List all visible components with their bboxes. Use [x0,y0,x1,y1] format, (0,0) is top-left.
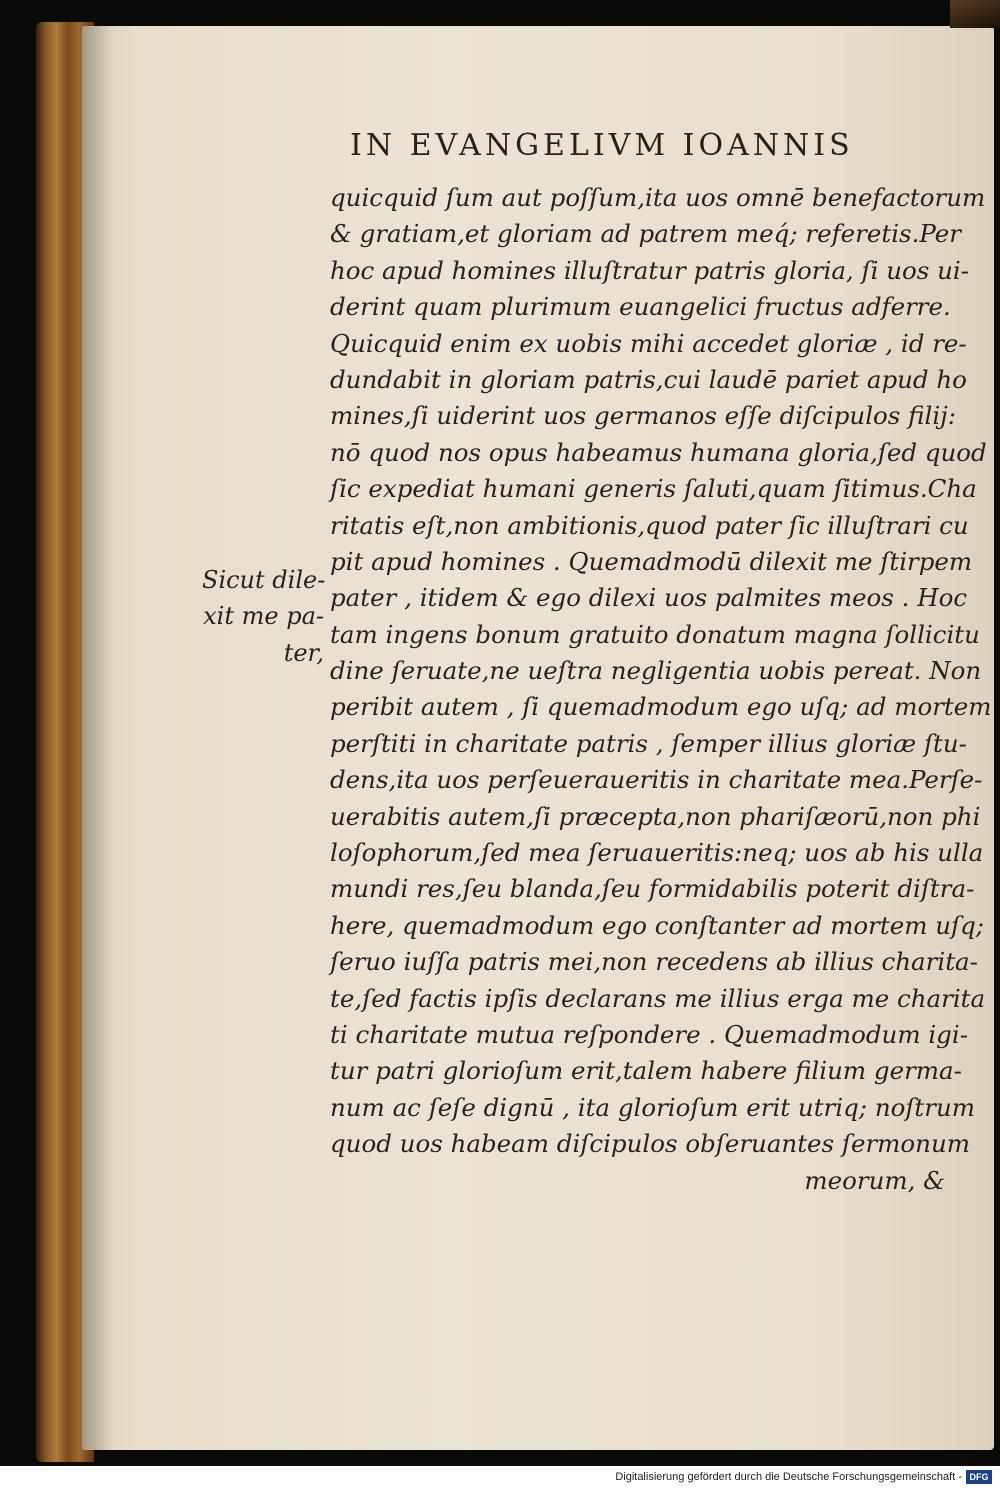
text-line: & gratiam,et gloriam ad patrem meq́; referetis.Per [330,219,962,249]
marginal-note-line: xit me pa- [203,602,324,631]
text-line: pit apud homines . Quemadmodū dilexit me ſtirpem [330,546,973,576]
text-line: quod uos habeam diſcipulos obſeruantes ſermonum [330,1129,970,1159]
text-line: pater , itidem & ego dilexi uos palmites meos . Hoc [330,583,968,613]
text-line: quicquid ſum aut poſſum,ita uos omnē benefactorum [330,183,986,212]
text-line: mines,ſi uiderint uos germanos eſſe diſcipulos filij: [330,401,957,431]
text-line: uerabitis autem,ſi præcepta,non phariſæorū,non phi [330,801,981,831]
binding-corner [950,0,1000,28]
text-line: te,ſed factis ipſis declarans me illius erga me charita [330,983,986,1013]
body-text [330,180,992,1199]
marginal-note [202,562,324,671]
text-line: mundi res,ſeu blanda,ſeu formidabilis poterit diſtra- [330,874,975,904]
text-line: tam ingens bonum gratuito donatum magna ſollicitu [330,619,980,649]
text-line: nō quod nos opus habeamus humana gloria,ſed quod [330,437,987,467]
footer-credit: Digitalisierung gefördert durch die Deutsche Forschungsgemeinschaft - [615,1471,962,1483]
text-line: derint quam plurimum euangelici fructus adferre. [330,292,951,322]
marginal-note-line: Sicut dile- [202,566,326,594]
text-line: num ac ſeſe dignū , ita glorioſum erit utriq; noſtrum [330,1092,975,1122]
text-line: here, quemadmodum ego conſtanter ad mortem uſq; [330,910,985,940]
text-line: ti charitate mutua reſpondere . Quemadmodum igi- [330,1019,968,1049]
text-line: ritatis eſt,non ambitionis,quod pater ſic illuſtrari cu [330,510,969,540]
text-line: dine ſeruate,ne ueſtra negligentia uobis pereat. Non [330,656,982,686]
text-line: perſtiti in charitate patris , ſemper illius gloriæ ſtu- [330,728,967,758]
text-line: dens,ita uos perſeueraueritis in charitate mea.Perſe- [330,765,983,795]
text-line: loſophorum,ſed mea ſeruaueritis:neq; uos ab his ulla [330,838,984,868]
footer-bar [0,1466,1000,1491]
dfg-logo-icon: DFG [966,1470,992,1484]
text-line: dundabit in gloriam patris,cui laudē pariet apud ho [330,364,967,394]
text-line: tur patri glorioſum erit,talem habere filium germa- [330,1056,962,1086]
gutter-shadow [82,26,112,1450]
text-line: Quicquid enim ex uobis mihi accedet gloriæ , id re- [330,328,967,358]
catchword: meorum, & [804,1165,945,1195]
text-line: peribit autem , ſi quemadmodum ego uſq; ad mortem [330,692,992,722]
text-line: ſeruo iuſſa patris mei,non recedens ab illius charita- [330,947,978,977]
text-line: hoc apud homines illuſtratur patris gloria, ſi uos ui- [330,255,969,285]
text-line: ſic expediat humani generis ſaluti,quam ſitimus.Cha [330,474,977,504]
marginal-note-line: ter, [283,638,324,667]
running-head: IN EVANGELIVM IOANNIS [350,128,854,163]
